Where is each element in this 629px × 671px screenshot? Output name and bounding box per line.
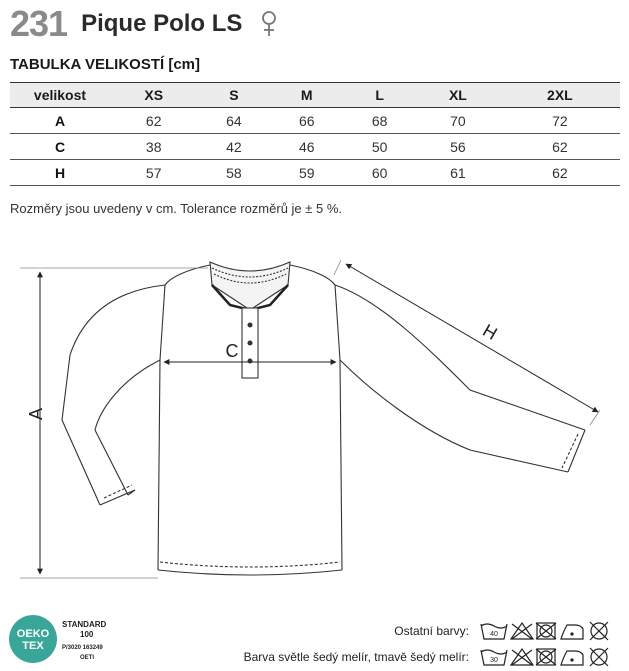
tolerance-note: Rozměry jsou uvedeny v cm. Tolerance rozměrů je ± 5 %. — [10, 201, 343, 216]
row-label: A — [10, 108, 110, 134]
dimension-a — [20, 268, 208, 578]
no-tumble-dry-icon — [536, 623, 556, 639]
header-cell-size: M — [270, 83, 343, 108]
table-row — [10, 160, 620, 186]
cert-institute: OETI — [80, 655, 95, 661]
size-table-header-row — [10, 83, 620, 108]
female-symbol-icon — [260, 10, 278, 38]
care-label-other-colors: Ostatní barvy: — [394, 624, 469, 638]
header-cell-size: L — [343, 83, 416, 108]
iron-icon — [561, 651, 583, 665]
standard-number: 100 — [80, 630, 94, 639]
table-cell: 42 — [197, 134, 270, 160]
header — [10, 4, 278, 44]
no-tumble-dry-icon — [536, 649, 556, 665]
care-label-grey-melange: Barva světle šedý melír, tmavě šedý melír: — [243, 650, 469, 664]
table-cell: 59 — [270, 160, 343, 186]
oeko-tex-certificate — [62, 620, 106, 663]
header-cell-label: velikost — [10, 83, 110, 108]
shirt-outline — [62, 262, 585, 575]
no-bleach-icon — [511, 623, 533, 639]
header-cell-size: XS — [110, 83, 197, 108]
size-table — [10, 82, 620, 186]
table-cell: 58 — [197, 160, 270, 186]
header-cell-size: XL — [416, 83, 500, 108]
iron-icon — [561, 625, 583, 639]
no-bleach-icon — [511, 649, 533, 665]
table-cell: 57 — [110, 160, 197, 186]
table-cell: 56 — [416, 134, 500, 160]
dimension-h-label: H — [479, 320, 501, 344]
table-cell: 38 — [110, 134, 197, 160]
table-cell: 61 — [416, 160, 500, 186]
standard-label: STANDARD — [62, 620, 107, 629]
polo-shirt-diagram — [0, 240, 629, 590]
model-number: 231 — [10, 3, 68, 44]
size-table-title: TABULKA VELIKOSTÍ [cm] — [10, 56, 200, 73]
table-row — [10, 134, 620, 160]
product-name: Pique Polo LS — [81, 10, 243, 37]
table-cell: 70 — [416, 108, 500, 134]
table-cell: 60 — [343, 160, 416, 186]
oeko-logo-text-top: OEKO — [16, 628, 50, 640]
dimension-h — [334, 260, 600, 425]
no-dry-clean-icon — [590, 622, 608, 640]
table-cell: 62 — [500, 134, 620, 160]
table-cell: 64 — [197, 108, 270, 134]
table-cell: 68 — [343, 108, 416, 134]
header-cell-size: 2XL — [500, 83, 620, 108]
dimension-a-label: A — [26, 407, 46, 421]
wash-temperature: 30 — [490, 657, 498, 664]
dimension-c-label: C — [225, 341, 239, 361]
table-row — [10, 108, 620, 134]
care-symbols-row-2 — [479, 646, 619, 668]
row-label: C — [10, 134, 110, 160]
table-cell: 72 — [500, 108, 620, 134]
care-symbols-row-1 — [479, 620, 619, 642]
table-cell: 62 — [110, 108, 197, 134]
table-cell: 46 — [270, 134, 343, 160]
row-label: H — [10, 160, 110, 186]
oeko-logo-text-bottom: TEX — [22, 640, 44, 652]
table-cell: 50 — [343, 134, 416, 160]
header-cell-size: S — [197, 83, 270, 108]
table-cell: 62 — [500, 160, 620, 186]
table-cell: 66 — [270, 108, 343, 134]
oeko-tex-logo-icon — [8, 614, 58, 664]
wash-temperature: 40 — [490, 631, 498, 638]
no-dry-clean-icon — [590, 648, 608, 666]
cert-number: P/3020 163249 — [62, 645, 103, 651]
